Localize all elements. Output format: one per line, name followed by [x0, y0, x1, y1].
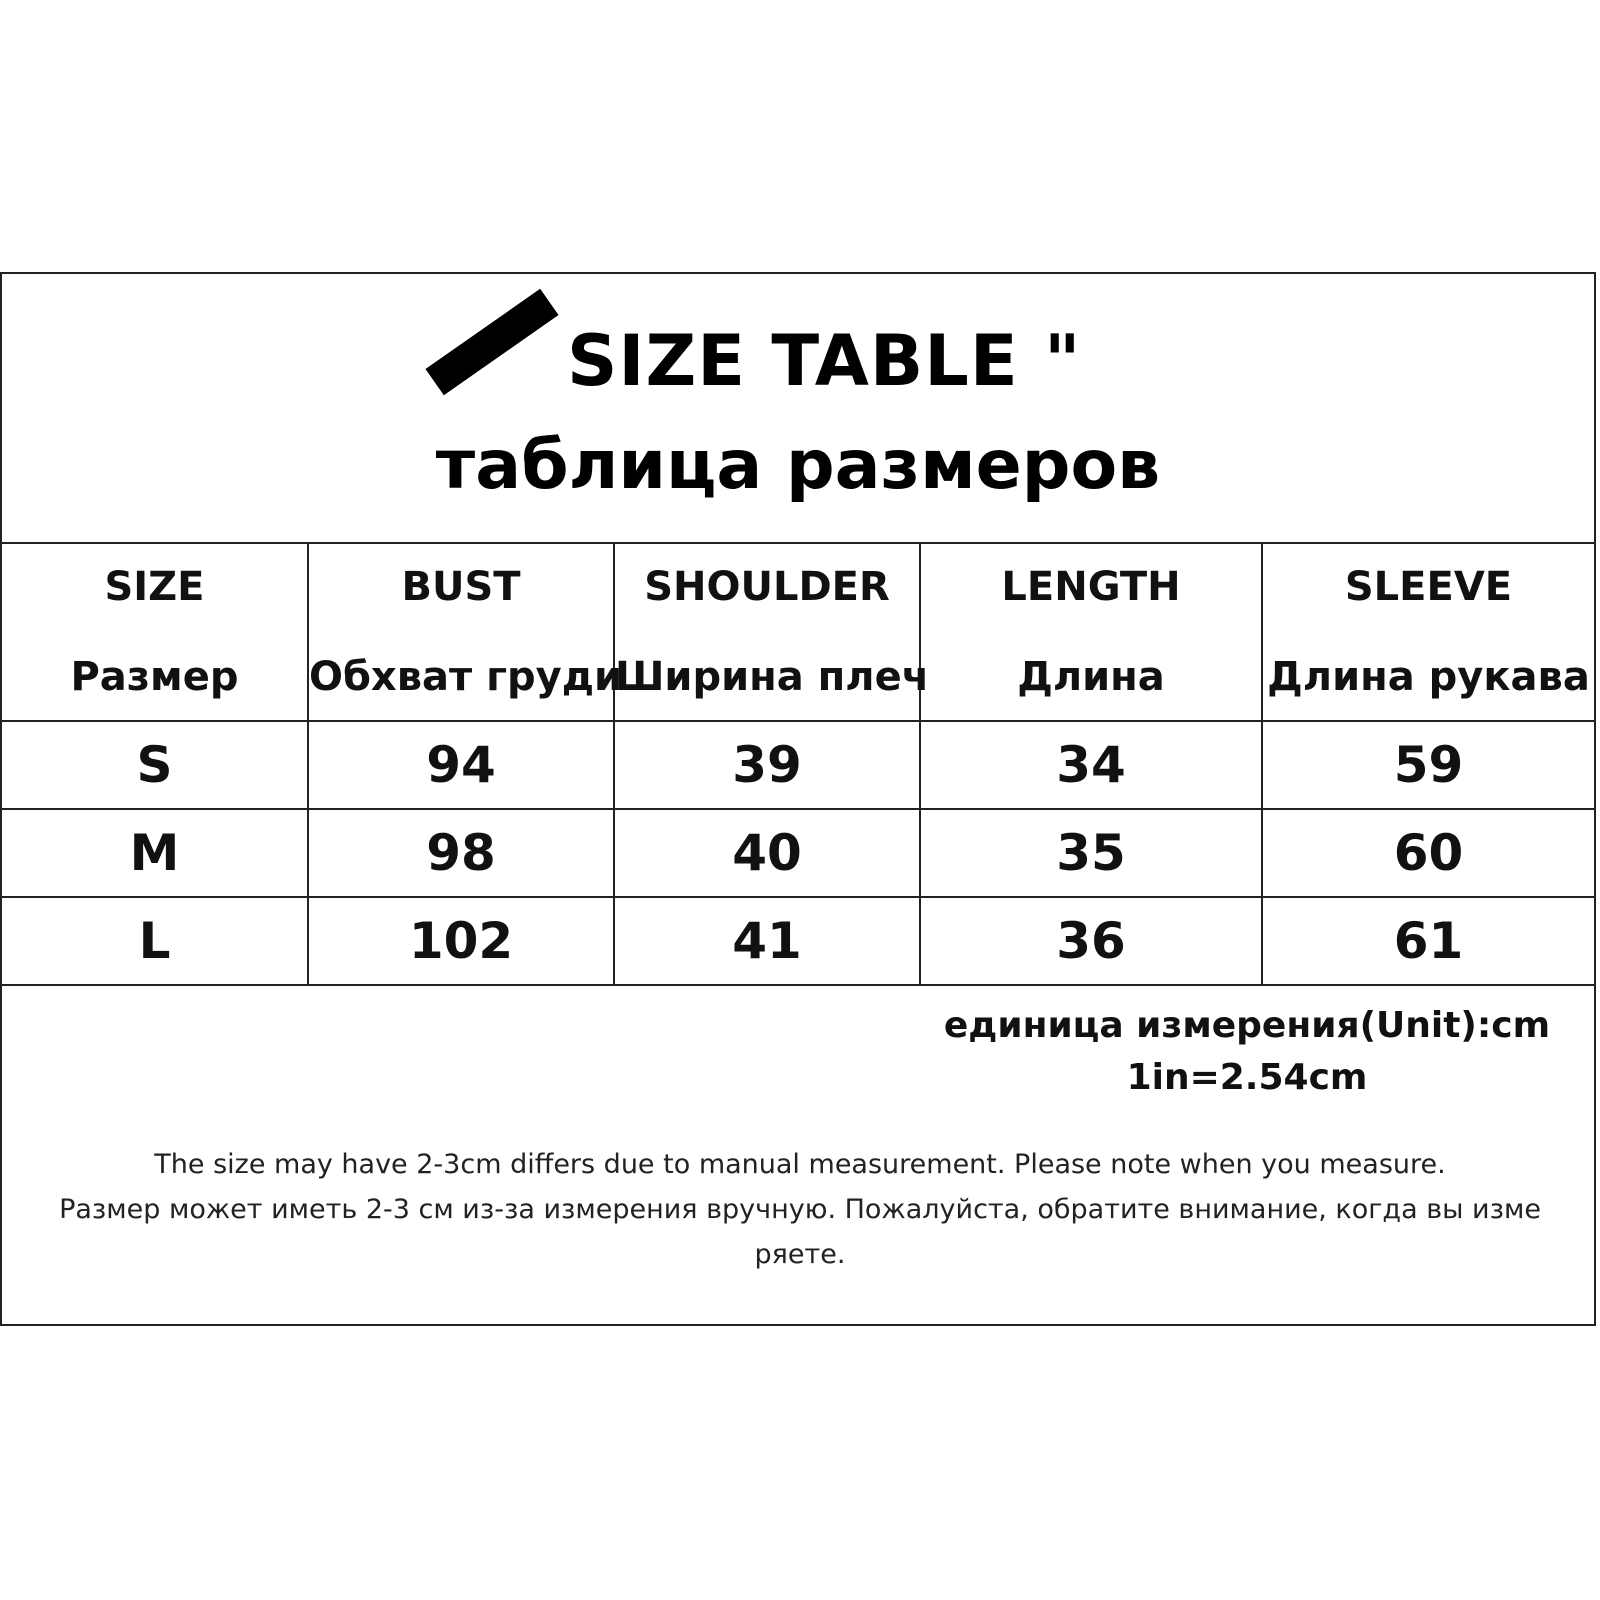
title-block: [2, 274, 1594, 544]
header-shoulder: [614, 543, 930, 721]
cell-bust: 94: [308, 721, 614, 809]
disclaimer-english: The size may have 2-3cm differs due to manual measurement. Please note when you measure.: [154, 1149, 1446, 1180]
header-sleeve: [1262, 543, 1594, 721]
header-label-ru: Ширина плеч: [615, 654, 930, 700]
cell-size: S: [2, 721, 308, 809]
cell-bust: 102: [308, 897, 614, 985]
conversion-line: 1in=2.54cm: [1126, 1057, 1368, 1098]
cell-shoulder: 41: [614, 897, 920, 985]
cell-length: 35: [920, 809, 1262, 897]
title-english: SIZE TABLE ": [567, 320, 1082, 402]
cell-length: 34: [920, 721, 1262, 809]
cell-shoulder: 40: [614, 809, 920, 897]
header-label-en: BUST: [401, 564, 521, 610]
size-chart: [0, 272, 1596, 1326]
table-row: [2, 721, 1594, 809]
units-line: единица измерения(Unit):cm: [943, 1005, 1551, 1046]
header-label-en: SLEEVE: [1344, 564, 1513, 610]
cell-size: M: [2, 809, 308, 897]
cell-length: 36: [920, 897, 1262, 985]
cell-shoulder: 39: [614, 721, 920, 809]
cell-sleeve: 59: [1262, 721, 1594, 809]
cell-sleeve: 61: [1262, 897, 1594, 985]
header-row: [2, 543, 1594, 721]
cell-bust: 98: [308, 809, 614, 897]
units-note: [942, 1000, 1552, 1104]
disclaimer-russian: Размер может иметь 2-3 см из-за измерения вручную. Пожалуйста, обратите внимание, когда вы изме ряете.: [59, 1194, 1541, 1270]
header-bust: [308, 543, 623, 721]
measurement-disclaimer: [12, 1142, 1588, 1277]
cell-sleeve: 60: [1262, 809, 1594, 897]
header-label-ru: Длина: [1017, 654, 1165, 700]
header-label-en: LENGTH: [1001, 564, 1181, 610]
cell-size: L: [2, 897, 308, 985]
header-label-ru: Размер: [70, 654, 239, 700]
header-length: [920, 543, 1262, 721]
title-russian: таблица размеров: [435, 426, 1161, 505]
slash-mark-icon: [425, 289, 558, 396]
size-table: [2, 542, 1594, 986]
table-row: [2, 809, 1594, 897]
header-label-ru: Длина рукава: [1267, 654, 1590, 700]
header-size: [2, 543, 308, 721]
table-row: [2, 897, 1594, 985]
header-label-ru: Обхват груди: [309, 654, 623, 700]
header-label-en: SHOULDER: [644, 564, 890, 610]
header-label-en: SIZE: [104, 564, 205, 610]
